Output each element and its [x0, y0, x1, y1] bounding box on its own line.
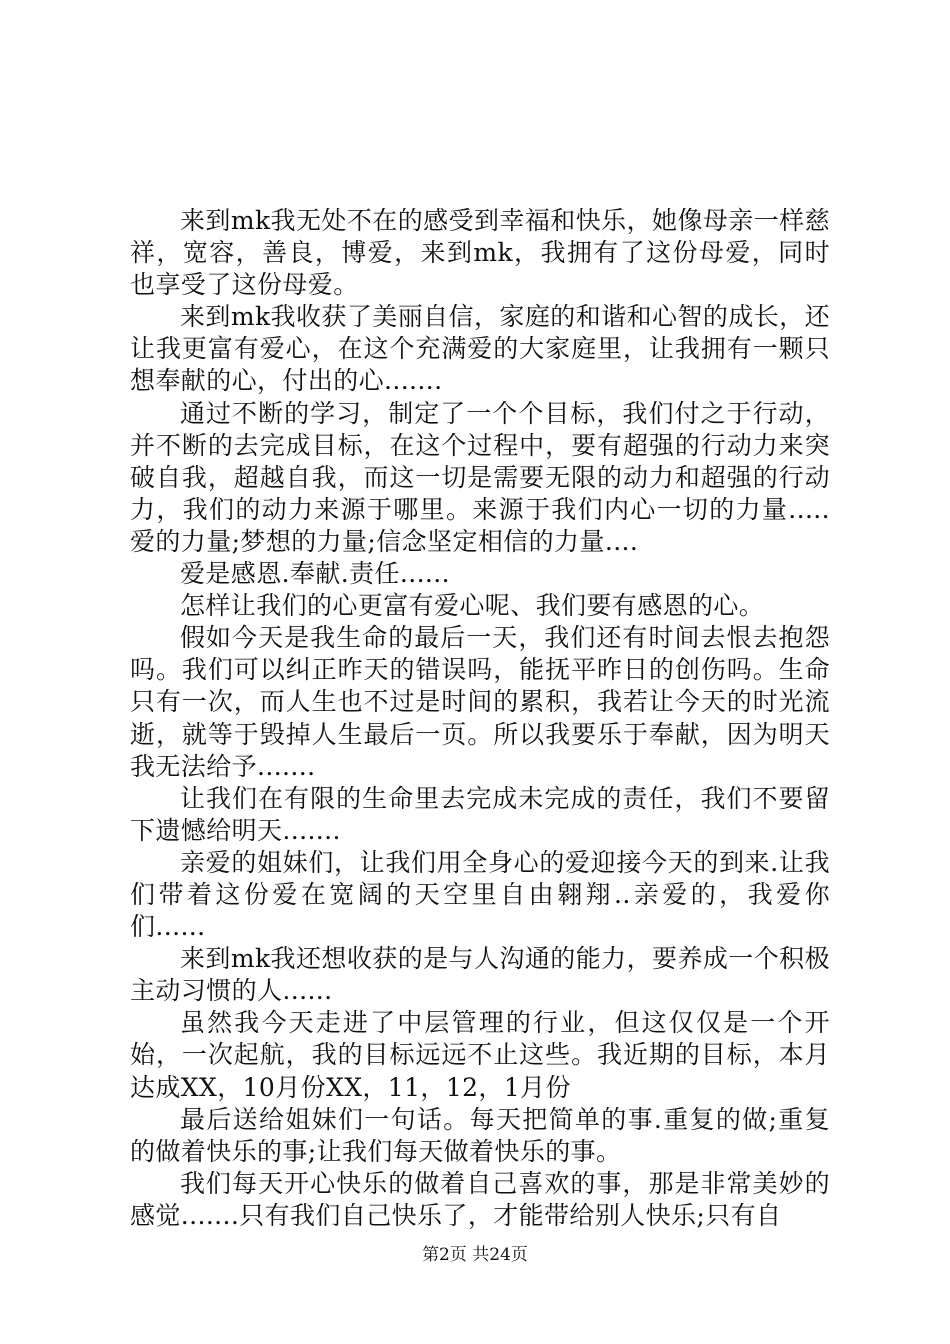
- paragraph: 通过不断的学习，制定了一个个目标，我们付之于行动，并不断的去完成目标，在这个过程中，要有超强的行动力来突破自我，超越自我，而这一切是需要无限的动力和超强的行动力，我们的动力来源于哪里。来源于我们内心一切的力量.....爱的力量;梦想的力量;信念坚定相信的力量....: [130, 398, 830, 556]
- paragraph: 来到mk我收获了美丽自信，家庭的和谐和心智的成长，还让我更富有爱心，在这个充满爱的大家庭里，让我拥有一颗只想奉献的心，付出的心.......: [130, 302, 830, 396]
- paragraph: 来到mk我还想收获的是与人沟通的能力，要养成一个积极主动习惯的人......: [130, 944, 830, 1006]
- page-number-footer: 第2页 共24页: [422, 1245, 528, 1265]
- paragraph: 来到mk我无处不在的感受到幸福和快乐，她像母亲一样慈祥，宽容，善良，博爱，来到mk，我拥有了这份母爱，同时也享受了这份母爱。: [130, 206, 830, 300]
- paragraph: 虽然我今天走进了中层管理的行业，但这仅仅是一个开始，一次起航，我的目标远远不止这些。我近期的目标，本月达成XX，10月份XX，11，12，1月份: [130, 1008, 830, 1102]
- paragraph: 怎样让我们的心更富有爱心呢、我们要有感恩的心。: [180, 591, 765, 621]
- paragraph: 最后送给姐妹们一句话。每天把简单的事.重复的做;重复的做着快乐的事;让我们每天做着快乐的事。: [130, 1104, 830, 1166]
- paragraph: 我们每天开心快乐的做着自己喜欢的事，那是非常美妙的感觉.......只有我们自己快乐了，才能带给别人快乐;只有自: [130, 1168, 830, 1230]
- paragraph: 让我们在有限的生命里去完成未完成的责任，我们不要留下遗憾给明天.......: [130, 783, 830, 845]
- document-body: [130, 205, 830, 1232]
- paragraph: 假如今天是我生命的最后一天，我们还有时间去恨去抱怨吗。我们可以纠正昨天的错误吗，能抚平昨日的创伤吗。生命只有一次，而人生也不过是时间的累积，我若让今天的时光流逝，就等于毁掉人生最后一页。所以我要乐于奉献，因为明天我无法给予.......: [130, 623, 830, 781]
- paragraph: 爱是感恩.奉献.责任......: [180, 559, 450, 589]
- paragraph: 亲爱的姐妹们，让我们用全身心的爱迎接今天的到来.让我们带着这份爱在宽阔的天空里自由翱翔..亲爱的，我爱你们......: [130, 847, 830, 942]
